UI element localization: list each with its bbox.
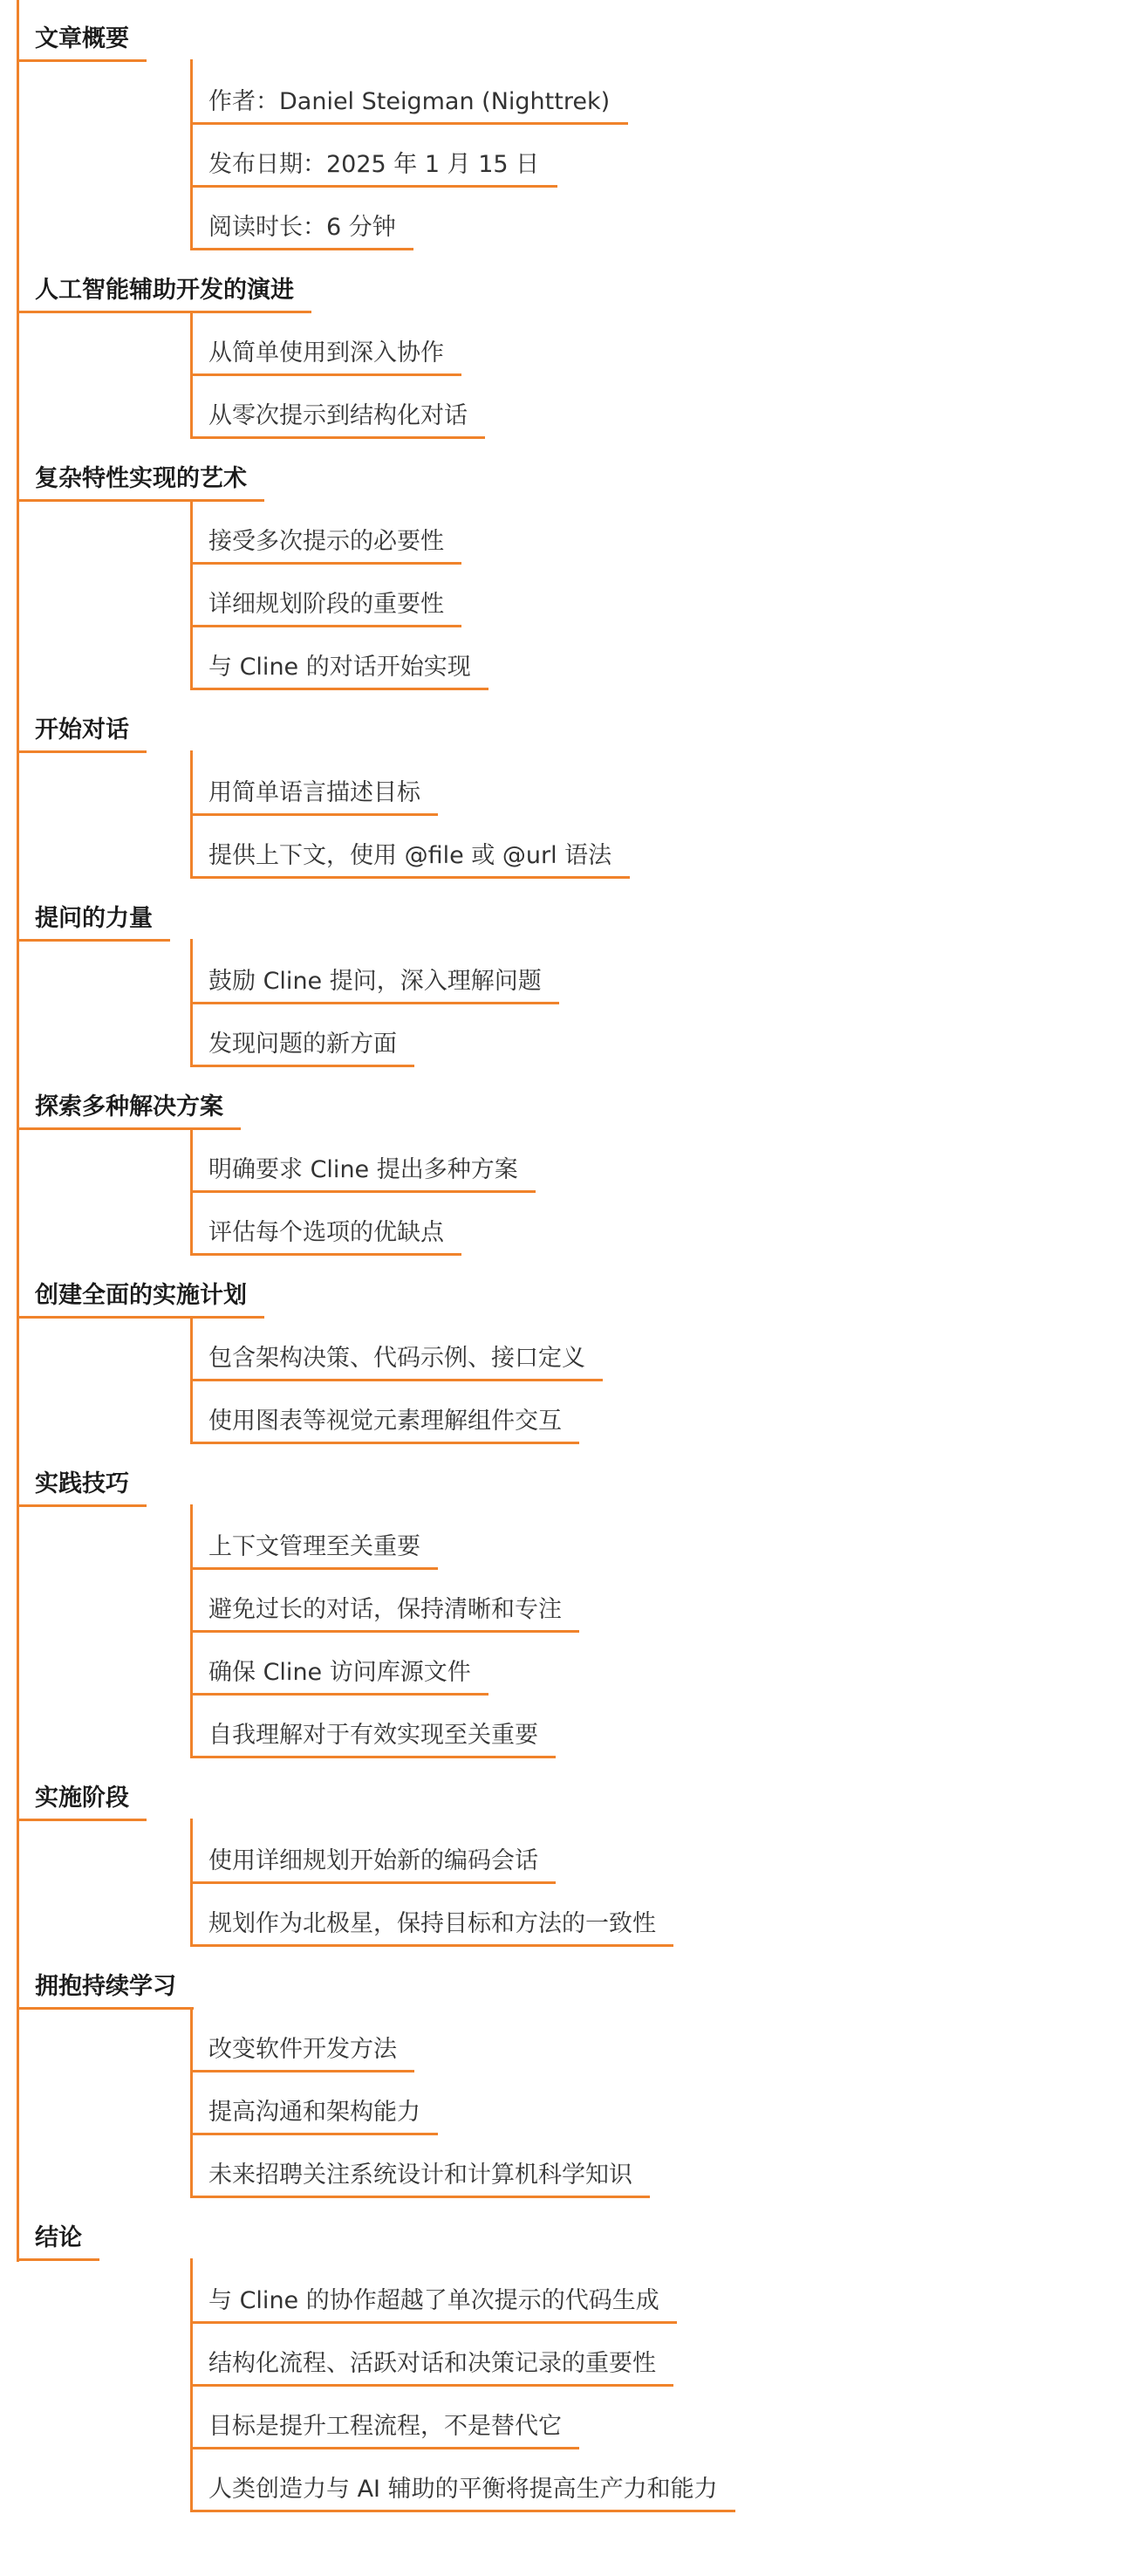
topic-item: 发布日期：2025 年 1 月 15 日	[208, 151, 540, 178]
topic-underline	[190, 185, 557, 188]
topic-item: 上下文管理至关重要	[208, 1533, 420, 1560]
topic-underline	[190, 2447, 579, 2449]
topic-item: 确保 Cline 访问库源文件	[208, 1659, 471, 1686]
topic-item: 自我理解对于有效实现至关重要	[208, 1722, 538, 1749]
topic-underline	[190, 2133, 438, 2135]
topic-underline	[190, 2321, 677, 2324]
section-underline	[17, 750, 147, 753]
topic-underline	[190, 1442, 579, 1444]
branch-connector	[190, 59, 193, 250]
topic-item: 提高沟通和架构能力	[208, 2099, 420, 2126]
section-title: 复杂特性实现的艺术	[35, 465, 247, 492]
branch-connector	[190, 1127, 193, 1256]
branch-connector	[190, 1316, 193, 1444]
topic-item: 未来招聘关注系统设计和计算机科学知识	[208, 2162, 632, 2189]
topic-underline	[190, 1693, 488, 1696]
topic-item: 发现问题的新方面	[208, 1031, 397, 1058]
section-title: 实践技巧	[35, 1470, 129, 1497]
section-underline	[17, 1127, 241, 1130]
section-title: 实施阶段	[35, 1785, 129, 1812]
topic-item: 评估每个选项的优缺点	[208, 1219, 444, 1246]
topic-item: 避免过长的对话，保持清晰和专注	[208, 1596, 562, 1623]
topic-underline	[190, 813, 438, 816]
topic-item: 改变软件开发方法	[208, 2036, 397, 2063]
section-underline	[17, 499, 264, 502]
section-underline	[17, 59, 147, 62]
topic-item: 与 Cline 的对话开始实现	[208, 654, 471, 681]
topic-item: 详细规划阶段的重要性	[208, 591, 444, 618]
topic-underline	[190, 876, 630, 879]
topic-item: 提供上下文，使用 @file 或 @url 语法	[208, 842, 612, 869]
topic-underline	[190, 688, 488, 690]
topic-underline	[190, 436, 485, 439]
topic-item: 接受多次提示的必要性	[208, 528, 444, 555]
topic-item: 作者：Daniel Steigman (Nighttrek)	[208, 88, 611, 115]
topic-underline	[190, 248, 413, 250]
branch-connector	[190, 1819, 193, 1947]
topic-underline	[190, 2384, 673, 2387]
topic-underline	[190, 122, 628, 125]
topic-item: 目标是提升工程流程，不是替代它	[208, 2413, 562, 2440]
section-title: 文章概要	[35, 25, 129, 52]
topic-underline	[190, 2510, 735, 2512]
topic-underline	[190, 1002, 559, 1004]
branch-connector	[190, 1504, 193, 1758]
section-title: 开始对话	[35, 716, 129, 743]
topic-item: 明确要求 Cline 提出多种方案	[208, 1156, 518, 1183]
section-underline	[17, 1504, 147, 1507]
branch-connector	[190, 311, 193, 439]
section-underline	[17, 1316, 264, 1319]
section-underline	[17, 939, 170, 942]
topic-item: 从零次提示到结构化对话	[208, 402, 468, 429]
branch-connector	[190, 499, 193, 690]
section-title: 结论	[35, 2224, 82, 2251]
topic-item: 结构化流程、活跃对话和决策记录的重要性	[208, 2350, 656, 2377]
trunk-line	[17, 0, 19, 2262]
topic-item: 阅读时长：6 分钟	[208, 214, 396, 241]
topic-underline	[190, 625, 461, 627]
topic-underline	[190, 373, 461, 376]
topic-underline	[190, 1065, 414, 1067]
section-title: 探索多种解决方案	[35, 1093, 223, 1120]
topic-item: 用简单语言描述目标	[208, 779, 420, 806]
topic-item: 使用图表等视觉元素理解组件交互	[208, 1408, 562, 1435]
section-title: 人工智能辅助开发的演进	[35, 277, 294, 304]
topic-item: 人类创造力与 AI 辅助的平衡将提高生产力和能力	[208, 2476, 718, 2503]
topic-underline	[190, 1756, 556, 1758]
topic-underline	[190, 1567, 438, 1570]
topic-underline	[190, 1379, 603, 1381]
topic-item: 从简单使用到深入协作	[208, 339, 444, 367]
topic-underline	[190, 2196, 650, 2198]
topic-underline	[190, 1630, 579, 1633]
topic-item: 规划作为北极星，保持目标和方法的一致性	[208, 1910, 656, 1937]
topic-underline	[190, 1944, 673, 1947]
topic-underline	[190, 1881, 556, 1884]
branch-connector	[190, 2258, 193, 2512]
topic-item: 包含架构决策、代码示例、接口定义	[208, 1345, 585, 1372]
section-underline	[17, 2007, 194, 2010]
topic-underline	[190, 2070, 414, 2072]
section-title: 提问的力量	[35, 905, 153, 932]
branch-connector	[190, 2007, 193, 2198]
branch-connector	[190, 939, 193, 1067]
topic-item: 使用详细规划开始新的编码会话	[208, 1847, 538, 1874]
topic-underline	[190, 1190, 536, 1193]
section-title: 拥抱持续学习	[35, 1973, 176, 2000]
section-title: 创建全面的实施计划	[35, 1282, 247, 1309]
topic-item: 鼓励 Cline 提问，深入理解问题	[208, 968, 542, 995]
section-underline	[17, 311, 311, 313]
topic-underline	[190, 1253, 461, 1256]
section-underline	[17, 2258, 99, 2261]
branch-connector	[190, 750, 193, 879]
topic-underline	[190, 562, 461, 565]
topic-item: 与 Cline 的协作超越了单次提示的代码生成	[208, 2287, 659, 2314]
section-underline	[17, 1819, 147, 1821]
